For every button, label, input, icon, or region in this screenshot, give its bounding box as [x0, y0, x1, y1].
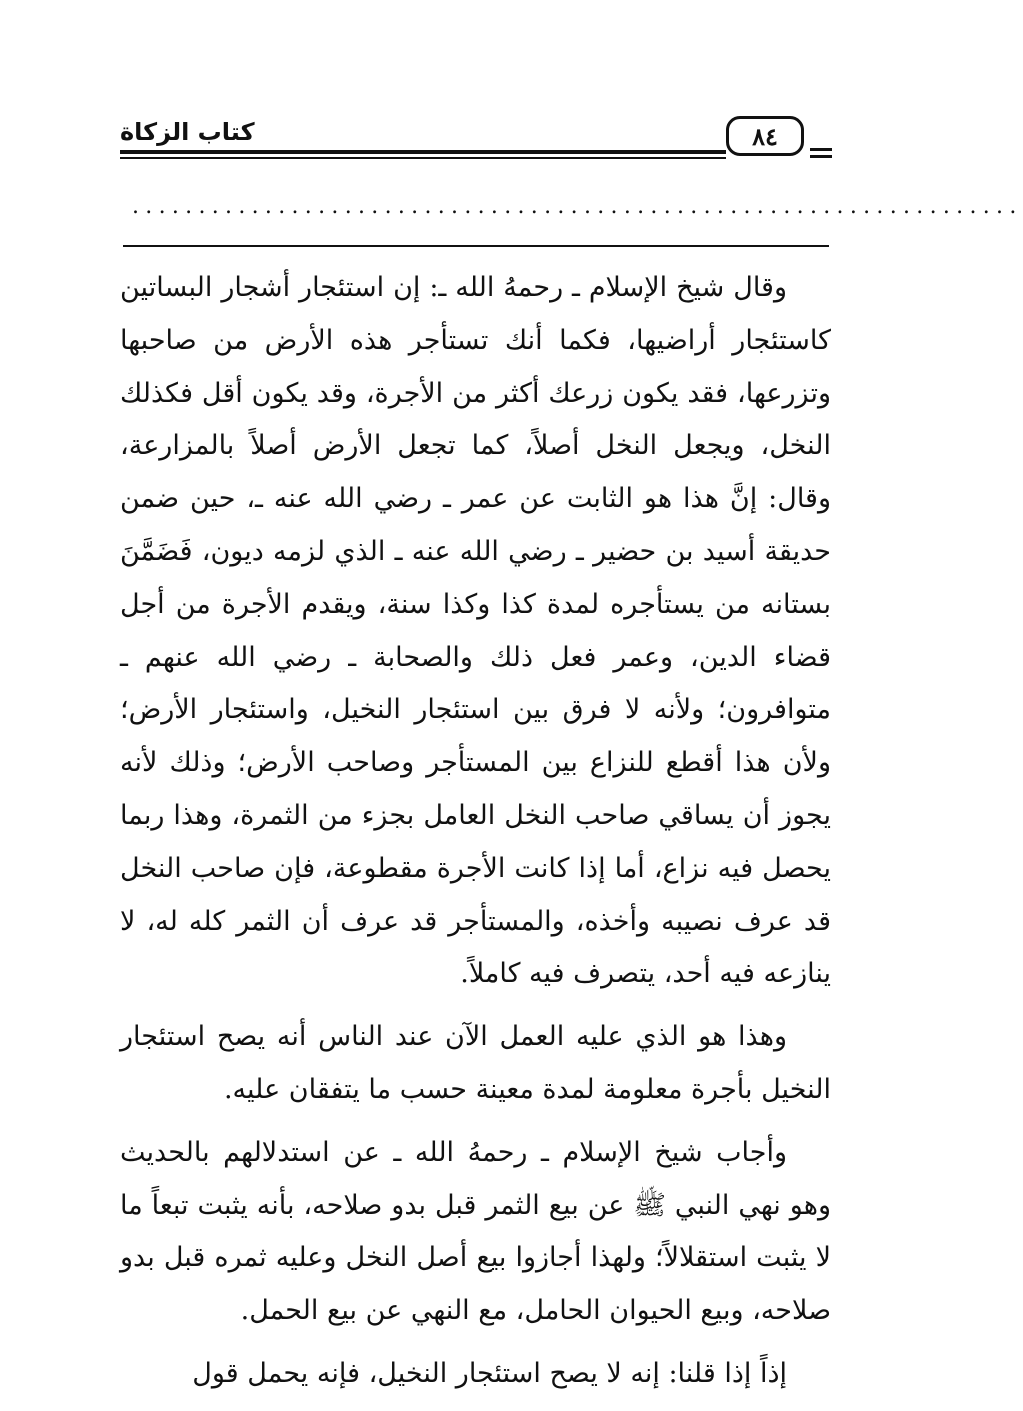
- body-text: [120, 262, 831, 1411]
- header-rule-thin: [120, 157, 726, 159]
- paragraph: إذاً إذا قلنا: إنه لا يصح استئجار النخيل، فإنه يحمل قول: [192, 1357, 787, 1389]
- paragraph: وقال شيخ الإسلام ـ رحمهُ الله ـ: إن استئجار أشجار البساتين كاستئجار أراضيها، فكما أنك تستأجر هذه الأرض من صاحبها وتزرعها، فقد يكون زرعك أكثر من الأجرة، وقد يكون أقل فكذلك النخل، ويجعل النخل أصلاً، كما تجعل الأرض أصلاً بالمزارعة، وقال: إنَّ هذا هو الثابت عن عمر ـ رضي الله عنه ـ، حين ضمن حديقة أسيد بن حضير ـ رضي الله عنه ـ الذي لزمه ديون، فَضَمَّنَ بستانه من يستأجره لمدة كذا وكذا سنة، ويقدم الأجرة من أجل قضاء الدين، وعمر فعل ذلك والصحابة ـ رضي الله عنهم ـ متوافرون؛ ولأنه لا فرق بين استئجار النخيل، واستئجار الأرض؛ ولأن هذا أقطع للنزاع بين المستأجر وصاحب الأرض؛ وذلك لأنه يجوز أن يساقي صاحب النخل العامل بجزء من الثمرة، وهذا ربما يحصل فيه نزاع، أما إذا كانت الأجرة مقطوعة، فإن صاحب النخل قد عرف نصيبه وأخذه، والمستأجر قد عرف أن الثمر كله له، لا ينازعه فيه أحد، يتصرف فيه كاملاً.: [120, 272, 831, 990]
- header-rule-thick: [120, 150, 726, 154]
- running-title: كتاب الزكاة: [120, 118, 255, 146]
- page-number: ٨٤: [752, 121, 778, 151]
- page-number-box: [726, 116, 804, 156]
- paragraph: وهذا هو الذي عليه العمل الآن عند الناس أنه يصح استئجار النخيل بأجرة معلومة لمدة معينة حسب ما يتفقان عليه.: [120, 1021, 831, 1105]
- dotted-separator: ...................................................................: [132, 194, 1023, 219]
- horizontal-divider: [123, 245, 829, 247]
- page-header: [120, 112, 832, 164]
- header-rule-right-upper: [810, 148, 832, 151]
- header-rule-right-lower: [810, 155, 832, 158]
- paragraph: وأجاب شيخ الإسلام ـ رحمهُ الله ـ عن استدلالهم بالحديث وهو نهي النبي ﷺ عن بيع الثمر قبل بدو صلاحه، بأنه يثبت تبعاً ما لا يثبت استقلالاً؛ ولهذا أجازوا بيع أصل النخل وعليه ثمره قبل بدو صلاحه، وبيع الحيوان الحامل، مع النهي عن بيع الحمل.: [120, 1136, 831, 1327]
